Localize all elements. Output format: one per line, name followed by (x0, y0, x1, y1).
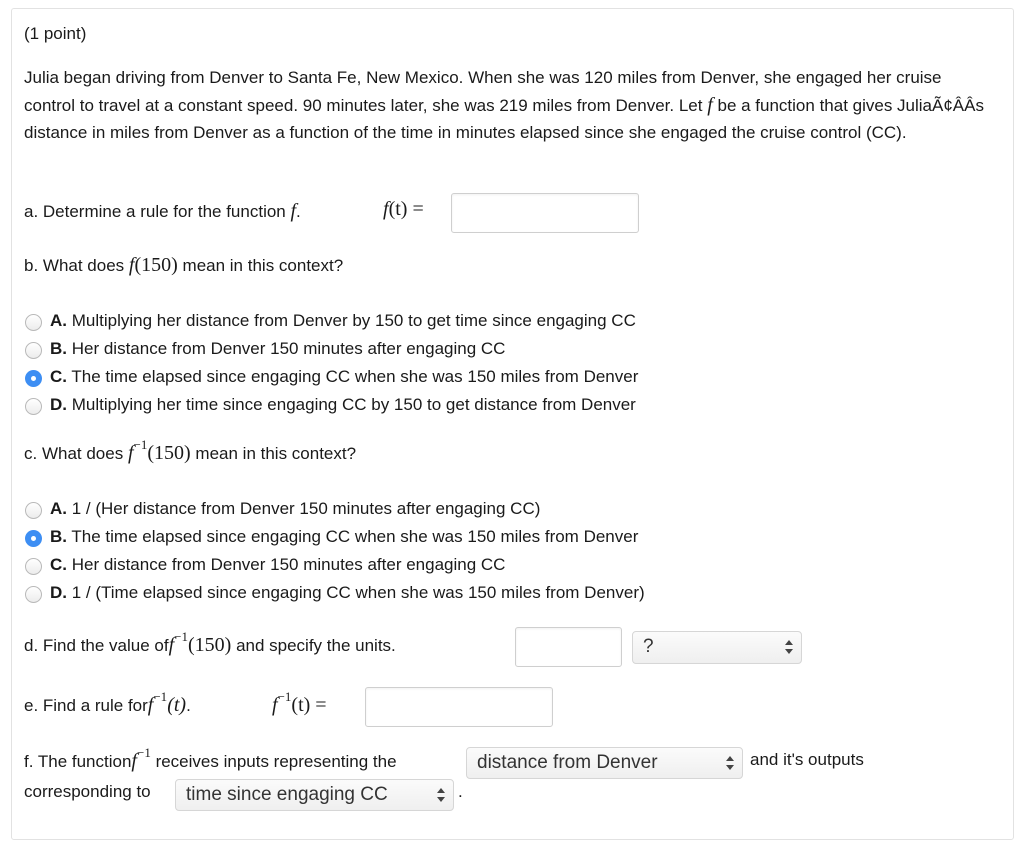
part-f-question-line1 (24, 745, 397, 773)
intro-text-2: be a function that gives JuliaÃ¢ÂÂs distance in miles from Denver as a function of the time in minutes elapsed since she engaged the cruise control (CC). (24, 95, 984, 142)
part-d-expr: (150) (188, 634, 232, 656)
part-c-option-d[interactable]: D. 1 / (Time elapsed since engaging CC when she was 150 miles from Denver) (50, 583, 645, 602)
part-a-lhs (383, 198, 424, 221)
part-f-inputs-value: distance from Denver (477, 752, 658, 773)
part-e-question (24, 689, 191, 717)
part-b-option-d[interactable]: D. Multiplying her time since engaging CC by 150 to get distance from Denver (50, 395, 636, 414)
f-symbol: f (383, 198, 389, 220)
part-b-expr: (150) (134, 254, 178, 276)
problem-statement (24, 64, 994, 147)
part-c-option-b[interactable]: B. The time elapsed since engaging CC when she was 150 miles from Denver (50, 527, 639, 546)
part-c-label-end: mean in this context? (195, 444, 357, 463)
part-e-label: e. Find a rule for (24, 696, 148, 715)
part-c-radio-c[interactable] (25, 558, 42, 575)
part-f-label-line2: corresponding to (24, 782, 151, 801)
part-d-label: d. Find the value of (24, 636, 169, 655)
part-d-answer-input[interactable] (515, 627, 622, 667)
part-f-label: f. The function (24, 752, 132, 771)
part-c-radio-b[interactable] (25, 530, 42, 547)
f-symbol: f (131, 750, 137, 772)
part-f-outputs-select[interactable] (175, 779, 454, 811)
part-b-radio-b[interactable] (25, 342, 42, 359)
part-f-label-mid: receives inputs representing the (155, 752, 397, 771)
f-symbol: f (147, 694, 154, 716)
select-arrows-icon (785, 639, 793, 655)
inverse-superscript: −1 (133, 437, 148, 453)
part-c-question (24, 437, 357, 465)
f-symbol: f (128, 254, 135, 276)
part-b-option-b[interactable]: B. Her distance from Denver 150 minutes after engaging CC (50, 339, 506, 358)
part-a-lhs-arg: (t) = (388, 198, 424, 220)
f-symbol: f (272, 694, 278, 716)
part-e-answer-input[interactable] (365, 687, 553, 727)
part-c-radio-d[interactable] (25, 586, 42, 603)
select-arrows-icon (726, 755, 734, 771)
intro-text-1: Julia began driving from Denver to Santa Fe, New Mexico. When she was 120 miles from Denver, she engaged her cruise control to travel at a constant speed. 90 minutes later, she was 219 miles from Denver. Let (24, 68, 942, 115)
inverse-superscript: −1 (136, 745, 151, 761)
select-arrows-icon (437, 787, 445, 803)
part-d-units-select[interactable] (632, 631, 802, 664)
part-b-question (24, 254, 343, 277)
f-symbol: f (290, 200, 297, 222)
part-a-question (24, 200, 301, 223)
inverse-superscript: −1 (277, 689, 292, 705)
part-a-label: a. Determine a rule for the function (24, 202, 286, 221)
part-a-answer-input[interactable] (451, 193, 639, 233)
f-symbol: f (127, 442, 134, 464)
part-f-outputs-value: time since engaging CC (186, 784, 388, 805)
inverse-superscript: −1 (153, 689, 168, 705)
part-e-lhs-arg: (t) = (291, 694, 327, 716)
part-e-period: . (186, 696, 191, 715)
part-c-radio-a[interactable] (25, 502, 42, 519)
part-d-question (24, 629, 396, 657)
part-b-radio-c[interactable] (25, 370, 42, 387)
part-f-label-after: and it's outputs (750, 750, 864, 769)
part-f-inputs-select[interactable] (466, 747, 743, 779)
part-d-units-value: ? (643, 636, 654, 657)
inverse-superscript: −1 (174, 629, 188, 645)
part-b-label-end: mean in this context? (182, 256, 344, 275)
part-e-lhs (272, 689, 327, 717)
part-f-end-period: . (458, 782, 463, 801)
part-b-option-a[interactable]: A. Multiplying her distance from Denver by 150 to get time since engaging CC (50, 311, 636, 330)
f-symbol: f (168, 634, 175, 656)
part-c-option-a[interactable]: A. 1 / (Her distance from Denver 150 minutes after engaging CC) (50, 499, 541, 518)
points-label: (1 point) (24, 24, 87, 43)
part-b-label: b. What does (24, 256, 125, 275)
part-b-radio-a[interactable] (25, 314, 42, 331)
part-e-expr: (t) (167, 694, 187, 716)
part-c-option-c[interactable]: C. Her distance from Denver 150 minutes after engaging CC (50, 555, 506, 574)
part-b-radio-d[interactable] (25, 398, 42, 415)
part-b-option-c[interactable]: C. The time elapsed since engaging CC when she was 150 miles from Denver (50, 367, 639, 386)
part-a-period: . (296, 202, 301, 221)
f-symbol: f (707, 93, 713, 116)
part-c-label: c. What does (24, 444, 124, 463)
part-c-expr: (150) (147, 442, 191, 464)
part-d-label-end: and specify the units. (236, 636, 396, 655)
